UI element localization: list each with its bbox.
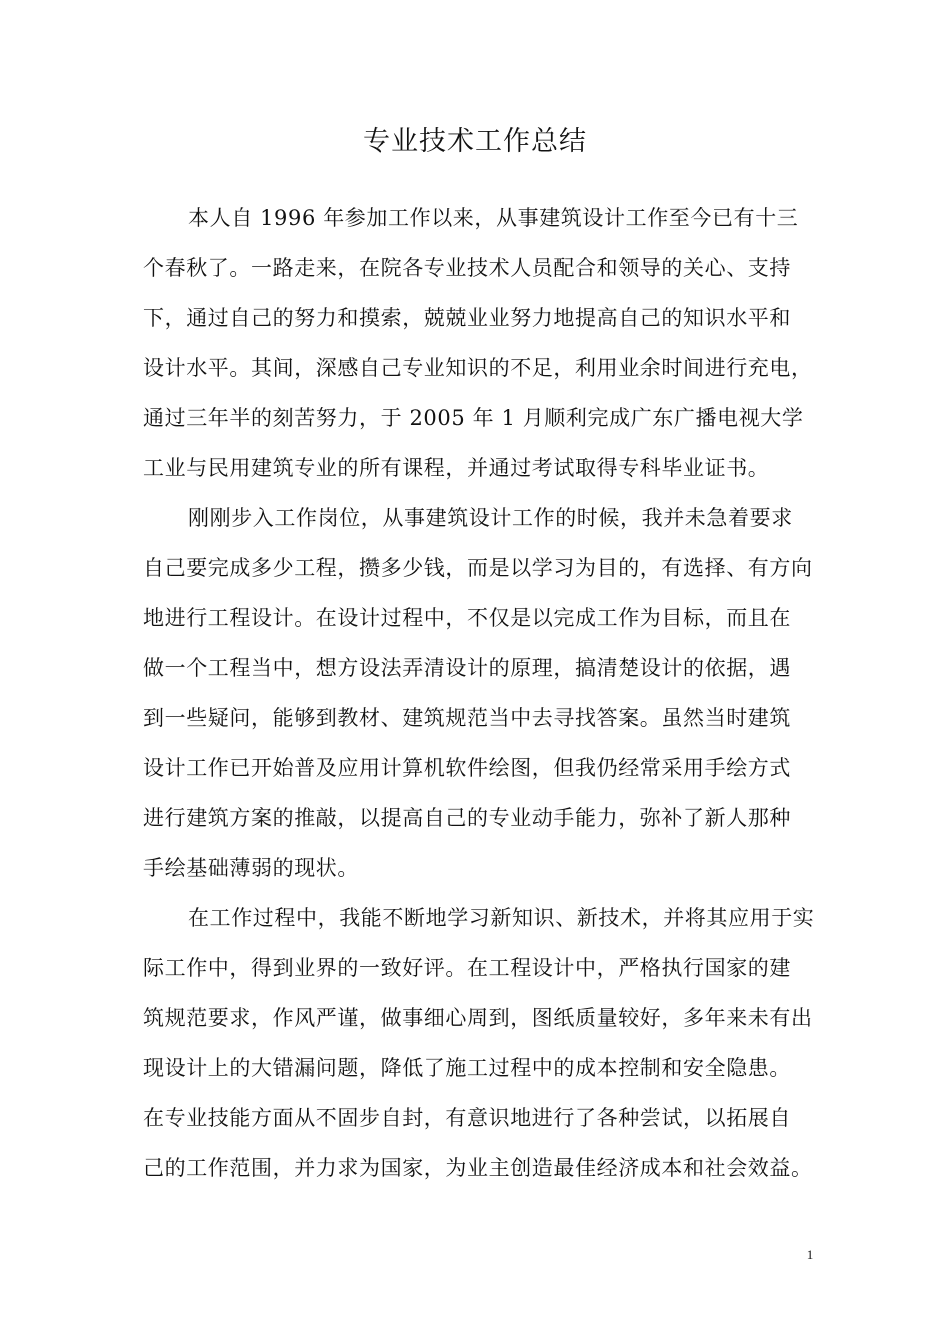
paragraph-line: 工业与民用建筑专业的所有课程，并通过考试取得专科毕业证书。	[143, 456, 770, 480]
paragraph-line: 现设计上的大错漏问题，降低了施工过程中的成本控制和安全隐患。	[143, 1056, 791, 1080]
paragraph-line: 筑规范要求，作风严谨，做事细心周到，图纸质量较好，多年来未有出	[143, 1006, 813, 1030]
paragraph-line: 通过三年半的刻苦努力，于 2005 年 1 月顺利完成广东广播电视大学	[143, 406, 804, 430]
paragraph-line: 手绘基础薄弱的现状。	[143, 856, 359, 880]
paragraph-line: 己的工作范围，并力求为国家，为业主创造最佳经济成本和社会效益。	[143, 1156, 813, 1180]
paragraph-line: 地进行工程设计。在设计过程中，不仅是以完成工作为目标，而且在	[143, 606, 791, 630]
paragraph-first-line: 本人自 1996 年参加工作以来，从事建筑设计工作至今已有十三	[188, 206, 799, 230]
page-number: 1	[806, 1247, 814, 1262]
paragraph-line: 设计水平。其间，深感自己专业知识的不足，利用业余时间进行充电，	[143, 356, 813, 380]
paragraph-line: 进行建筑方案的推敲，以提高自己的专业动手能力，弥补了新人那种	[143, 806, 791, 830]
paragraph-line: 在专业技能方面从不固步自封，有意识地进行了各种尝试，以拓展自	[143, 1106, 791, 1130]
paragraph-line: 设计工作已开始普及应用计算机软件绘图，但我仍经常采用手绘方式	[143, 756, 791, 780]
paragraph-line: 自己要完成多少工程，攒多少钱，而是以学习为目的，有选择、有方向	[143, 556, 813, 580]
paragraph-line: 际工作中，得到业界的一致好评。在工程设计中，严格执行国家的建	[143, 956, 791, 980]
paragraph-first-line: 刚刚步入工作岗位，从事建筑设计工作的时候，我并未急着要求	[188, 506, 793, 530]
paragraph-line: 下，通过自己的努力和摸索，兢兢业业努力地提高自己的知识水平和	[143, 306, 791, 330]
paragraph-first-line: 在工作过程中，我能不断地学习新知识、新技术，并将其应用于实	[188, 906, 815, 930]
paragraph-line: 做一个工程当中，想方设法弄清设计的原理，搞清楚设计的依据，遇	[143, 656, 791, 680]
paragraph-line: 个春秋了。一路走来，在院各专业技术人员配合和领导的关心、支持	[143, 256, 791, 280]
paragraph-line: 到一些疑问，能够到教材、建筑规范当中去寻找答案。虽然当时建筑	[143, 706, 791, 730]
document-title: 专业技术工作总结	[363, 126, 587, 157]
